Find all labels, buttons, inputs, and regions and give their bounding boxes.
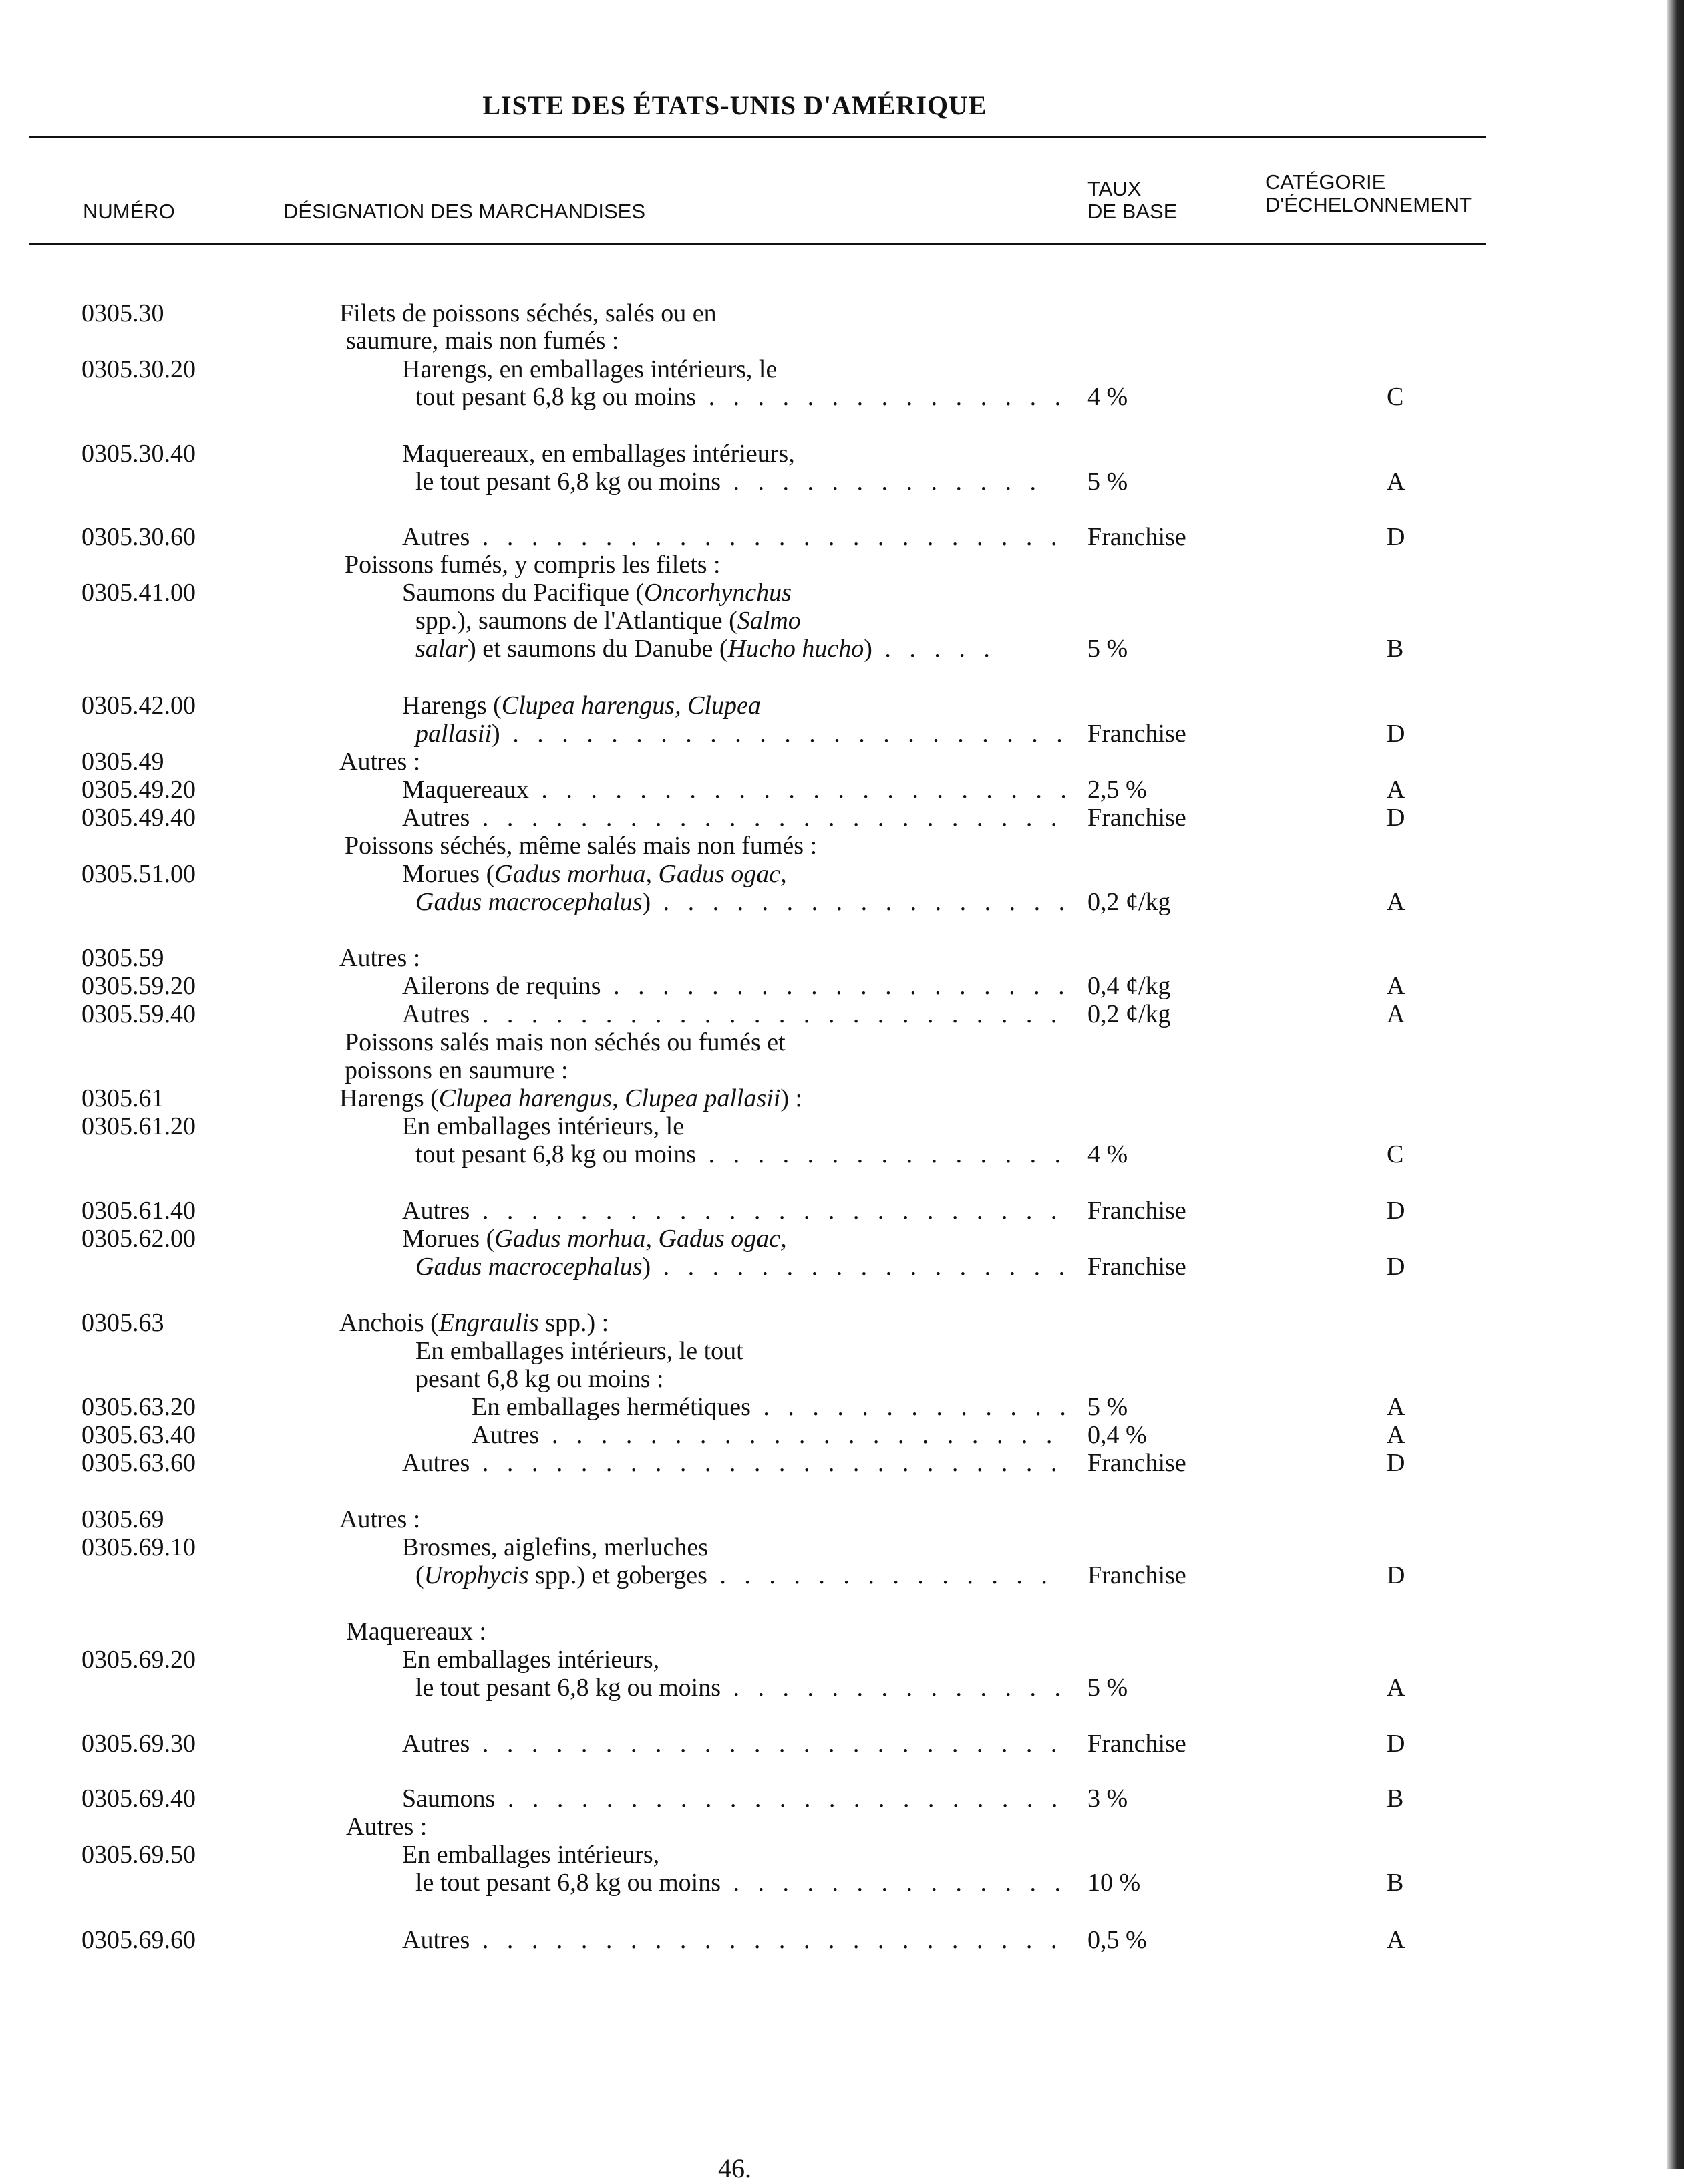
description-italic: Salmo <box>737 607 801 635</box>
tariff-number: 0305.69.40 <box>81 1784 196 1813</box>
dot-leader: . . . . . . . . . . . . . . . . . . . . . . . <box>500 720 1069 748</box>
description-text: spp.) et goberges <box>528 1561 707 1589</box>
description-text: ) <box>642 1253 651 1281</box>
tariff-number: 0305.41.00 <box>81 579 196 607</box>
description-text: Anchois ( <box>339 1309 439 1337</box>
base-rate: 0,4 ¢/kg <box>1087 972 1171 1000</box>
description <box>402 860 787 888</box>
staging-category: C <box>1387 383 1404 411</box>
description <box>415 1337 743 1365</box>
description <box>415 635 996 663</box>
column-header-taux <box>1087 178 1177 223</box>
description-text: Ailerons de requins <box>402 972 601 1000</box>
description-text: Autres <box>402 1926 470 1954</box>
description <box>415 1674 1067 1702</box>
description <box>402 440 795 468</box>
base-rate: 5 % <box>1087 1393 1128 1421</box>
description <box>415 1253 1071 1281</box>
description <box>415 607 801 635</box>
description-italic: Clupea harengus, Clupea pallasii <box>438 1084 781 1112</box>
description-italic: Engraulis <box>438 1309 539 1337</box>
dot-leader: . . . . . . . . . . . . . . . . . . . . . . <box>528 776 1073 804</box>
scan-edge-shadow <box>1667 0 1684 2169</box>
tariff-number: 0305.69.10 <box>81 1533 196 1561</box>
description <box>402 1926 1063 1954</box>
header-rule-top <box>29 136 1486 138</box>
tariff-number: 0305.49.40 <box>81 804 196 832</box>
dot-leader: . . . . . . . . . . . . . . . . . . . . . . . . <box>470 1000 1063 1028</box>
description <box>339 1309 609 1337</box>
dot-leader: . . . . . . . . . . . . . . <box>721 1674 1067 1702</box>
description <box>415 1140 1067 1168</box>
description-text: tout pesant 6,8 kg ou moins <box>415 1140 697 1168</box>
tariff-number: 0305.49 <box>81 748 164 776</box>
dot-leader: . . . . . . . . . . . . . . . . . . . . . . . . <box>470 1449 1063 1477</box>
staging-category: C <box>1387 1140 1404 1168</box>
staging-category: B <box>1387 1869 1404 1897</box>
description-text: tout pesant 6,8 kg ou moins <box>415 383 697 411</box>
description <box>415 1365 664 1393</box>
description-text: spp.) : <box>538 1309 609 1337</box>
description <box>345 1028 786 1056</box>
description-text: ( <box>415 1561 424 1589</box>
description-text: Maquereaux : <box>346 1617 486 1646</box>
description <box>402 1225 787 1253</box>
description-text: Harengs, en emballages intérieurs, le <box>402 355 778 383</box>
description-text: Poissons séchés, même salés mais non fumés : <box>345 832 818 860</box>
description-italic: Gadus macrocephalus <box>415 888 643 916</box>
description-text: spp.), saumons de l'Atlantique ( <box>415 607 737 635</box>
base-rate: Franchise <box>1087 804 1186 832</box>
dot-leader: . . . . . . . . . . . . . . . . . . . <box>601 972 1071 1000</box>
description <box>339 748 420 776</box>
tariff-number: 0305.30.60 <box>81 523 196 551</box>
tariff-number: 0305.59.40 <box>81 1000 196 1028</box>
column-header-categorie-line1: CATÉGORIE <box>1265 170 1386 194</box>
description-italic: Oncorhynchus <box>644 579 792 607</box>
column-header-taux-line1: TAUX <box>1087 177 1142 200</box>
tariff-number: 0305.63.40 <box>81 1421 196 1449</box>
dot-leader: . . . . . <box>872 635 996 663</box>
description-text: Autres : <box>339 1505 421 1533</box>
staging-category: A <box>1387 972 1405 1000</box>
description-text: poissons en saumure : <box>345 1056 568 1084</box>
dot-leader: . . . . . . . . . . . . . . . . . . . . . . . . <box>470 523 1063 551</box>
description-text: En emballages intérieurs, le tout <box>415 1337 743 1365</box>
description-text: Autres : <box>346 1813 428 1841</box>
description <box>415 383 1067 411</box>
description-text: Poissons fumés, y compris les filets : <box>345 551 721 579</box>
description-italic: Gadus morhua, Gadus ogac, <box>494 1225 787 1253</box>
tariff-number: 0305.49.20 <box>81 776 196 804</box>
tariff-number: 0305.51.00 <box>81 860 196 888</box>
description-text: Brosmes, aiglefins, merluches <box>402 1533 709 1561</box>
description <box>339 1505 420 1533</box>
tariff-number: 0305.62.00 <box>81 1225 196 1253</box>
description-text: Morues ( <box>402 1225 495 1253</box>
description-text: Autres <box>402 804 470 832</box>
description <box>402 1449 1063 1477</box>
description <box>346 327 619 355</box>
tariff-number: 0305.69.30 <box>81 1730 196 1758</box>
description <box>472 1393 1072 1421</box>
description <box>415 888 1071 916</box>
dot-leader: . . . . . . . . . . . . . . . . . <box>651 1253 1071 1281</box>
staging-category: B <box>1387 635 1404 663</box>
description-text: ) <box>642 888 651 916</box>
description-text: Saumons du Pacifique ( <box>402 579 645 607</box>
description-text: En emballages hermétiques <box>472 1393 751 1421</box>
description-text: Autres <box>402 1730 470 1758</box>
base-rate: 4 % <box>1087 1140 1128 1168</box>
description-text: En emballages intérieurs, le <box>402 1112 685 1140</box>
staging-category: B <box>1387 1784 1404 1813</box>
description <box>345 832 817 860</box>
description-text: Autres <box>402 523 470 551</box>
dot-leader: . . . . . . . . . . . . . <box>750 1393 1072 1421</box>
dot-leader: . . . . . . . . . . . . . . . . . . . . . . . . <box>470 1926 1063 1954</box>
description <box>339 944 420 972</box>
description <box>402 1000 1063 1028</box>
base-rate: Franchise <box>1087 1561 1186 1589</box>
description-text: Filets de poissons séchés, salés ou en <box>339 299 717 327</box>
description-text: ) <box>864 635 872 663</box>
description-text: Autres <box>402 1000 470 1028</box>
description <box>402 355 777 383</box>
description <box>402 1112 684 1140</box>
description-text: Autres : <box>339 748 421 776</box>
staging-category: D <box>1387 1561 1405 1589</box>
header-rule-bottom <box>29 243 1486 245</box>
tariff-number: 0305.63.20 <box>81 1393 196 1421</box>
base-rate: 0,2 ¢/kg <box>1087 888 1171 916</box>
description <box>402 972 1071 1000</box>
staging-category: A <box>1387 1421 1405 1449</box>
description-text: Autres <box>402 1449 470 1477</box>
staging-category: D <box>1387 1449 1405 1477</box>
base-rate: 0,4 % <box>1087 1421 1147 1449</box>
description-text: ) <box>492 720 500 748</box>
description-italic: salar <box>415 635 468 663</box>
description <box>402 523 1063 551</box>
dot-leader: . . . . . . . . . . . . . . . . . . . . . . . <box>495 1784 1064 1813</box>
description <box>402 804 1063 832</box>
staging-category: D <box>1387 1730 1405 1758</box>
description <box>402 1533 708 1561</box>
tariff-number: 0305.63 <box>81 1309 164 1337</box>
description <box>402 691 761 720</box>
description-text: ) et saumons du Danube ( <box>468 635 728 663</box>
dot-leader: . . . . . . . . . . . . . . <box>707 1561 1053 1589</box>
description <box>402 1730 1063 1758</box>
base-rate: Franchise <box>1087 1730 1186 1758</box>
base-rate: Franchise <box>1087 720 1186 748</box>
description-text: le tout pesant 6,8 kg ou moins <box>415 1674 721 1702</box>
description-text: pesant 6,8 kg ou moins : <box>415 1365 664 1393</box>
description <box>346 1813 427 1841</box>
base-rate: Franchise <box>1087 1197 1186 1225</box>
dot-leader: . . . . . . . . . . . . . . . . . . . . . . . . <box>470 1730 1063 1758</box>
staging-category: D <box>1387 1197 1405 1225</box>
description-text: Autres <box>402 1197 470 1225</box>
description-text: En emballages intérieurs, <box>402 1646 660 1674</box>
base-rate: 10 % <box>1087 1869 1141 1897</box>
description-text: Morues ( <box>402 860 495 888</box>
column-header-taux-line2: DE BASE <box>1087 200 1178 223</box>
tariff-number: 0305.69.20 <box>81 1646 196 1674</box>
page-number: 46. <box>718 2153 751 2183</box>
tariff-number: 0305.30.40 <box>81 440 196 468</box>
description <box>402 579 792 607</box>
description-text: En emballages intérieurs, <box>402 1841 660 1869</box>
staging-category: A <box>1387 1000 1405 1028</box>
staging-category: A <box>1387 468 1405 496</box>
description <box>345 1056 568 1084</box>
description-italic: pallasii <box>415 720 492 748</box>
column-header-categorie-line2: D'ÉCHELONNEMENT <box>1265 193 1472 216</box>
page-title: LISTE DES ÉTATS-UNIS D'AMÉRIQUE <box>482 90 987 120</box>
dot-leader: . . . . . . . . . . . . . <box>721 468 1043 496</box>
dot-leader: . . . . . . . . . . . . . . . . . . . . . . . . <box>470 1197 1063 1225</box>
description-text: Poissons salés mais non séchés ou fumés et <box>345 1028 786 1056</box>
base-rate: 5 % <box>1087 1674 1128 1702</box>
staging-category: A <box>1387 888 1405 916</box>
staging-category: A <box>1387 1393 1405 1421</box>
description-italic: Urophycis <box>424 1561 529 1589</box>
tariff-number: 0305.42.00 <box>81 691 196 720</box>
description <box>402 1841 659 1869</box>
description <box>415 1869 1067 1897</box>
tariff-number: 0305.61.40 <box>81 1197 196 1225</box>
base-rate: Franchise <box>1087 523 1186 551</box>
tariff-number: 0305.30 <box>81 299 164 327</box>
description <box>339 1084 802 1112</box>
description-italic: Gadus macrocephalus <box>415 1253 643 1281</box>
staging-category: A <box>1387 776 1405 804</box>
description <box>415 468 1042 496</box>
description <box>472 1421 1058 1449</box>
description <box>415 720 1069 748</box>
tariff-number: 0305.61.20 <box>81 1112 196 1140</box>
dot-leader: . . . . . . . . . . . . . . . <box>696 383 1067 411</box>
description-italic: Gadus morhua, Gadus ogac, <box>494 860 787 888</box>
base-rate: 0,5 % <box>1087 1926 1147 1954</box>
staging-category: D <box>1387 1253 1405 1281</box>
description-text: Harengs ( <box>402 691 502 720</box>
staging-category: D <box>1387 523 1405 551</box>
dot-leader: . . . . . . . . . . . . . . <box>721 1869 1067 1897</box>
description-text: saumure, mais non fumés : <box>346 327 619 355</box>
base-rate: 2,5 % <box>1087 776 1147 804</box>
description-italic: Clupea harengus, Clupea <box>501 691 761 720</box>
description-text: Harengs ( <box>339 1084 439 1112</box>
dot-leader: . . . . . . . . . . . . . . . <box>696 1140 1067 1168</box>
column-header-numero: NUMÉRO <box>83 200 175 223</box>
description <box>346 1617 486 1646</box>
staging-category: D <box>1387 720 1405 748</box>
tariff-number: 0305.69.50 <box>81 1841 196 1869</box>
description-text: Autres <box>472 1421 540 1449</box>
description <box>339 299 717 327</box>
tariff-number: 0305.61 <box>81 1084 164 1112</box>
tariff-number: 0305.69 <box>81 1505 164 1533</box>
base-rate: Franchise <box>1087 1253 1186 1281</box>
base-rate: 3 % <box>1087 1784 1128 1813</box>
dot-leader: . . . . . . . . . . . . . . . . . . . . . <box>539 1421 1059 1449</box>
tariff-number: 0305.30.20 <box>81 355 196 383</box>
description-text: Maquereaux <box>402 776 529 804</box>
description-text: le tout pesant 6,8 kg ou moins <box>415 468 721 496</box>
column-header-categorie <box>1265 171 1472 216</box>
dot-leader: . . . . . . . . . . . . . . . . . <box>651 888 1071 916</box>
description-text: ) : <box>780 1084 803 1112</box>
description <box>402 1646 659 1674</box>
base-rate: 0,2 ¢/kg <box>1087 1000 1171 1028</box>
description-text: Saumons <box>402 1784 496 1813</box>
description <box>402 1784 1063 1813</box>
staging-category: A <box>1387 1926 1405 1954</box>
description <box>402 776 1073 804</box>
description-italic: Hucho hucho <box>727 635 864 663</box>
base-rate: Franchise <box>1087 1449 1186 1477</box>
tariff-number: 0305.59.20 <box>81 972 196 1000</box>
staging-category: D <box>1387 804 1405 832</box>
base-rate: 5 % <box>1087 635 1128 663</box>
staging-category: A <box>1387 1674 1405 1702</box>
tariff-number: 0305.69.60 <box>81 1926 196 1954</box>
base-rate: 5 % <box>1087 468 1128 496</box>
tariff-number: 0305.63.60 <box>81 1449 196 1477</box>
base-rate: 4 % <box>1087 383 1128 411</box>
description-text: Autres : <box>339 944 421 972</box>
dot-leader: . . . . . . . . . . . . . . . . . . . . . . . . <box>470 804 1063 832</box>
description <box>345 551 721 579</box>
description-text: le tout pesant 6,8 kg ou moins <box>415 1869 721 1897</box>
description <box>415 1561 1053 1589</box>
description-text: Maquereaux, en emballages intérieurs, <box>402 440 795 468</box>
description <box>402 1197 1063 1225</box>
tariff-number: 0305.59 <box>81 944 164 972</box>
column-header-designation: DÉSIGNATION DES MARCHANDISES <box>283 200 646 223</box>
